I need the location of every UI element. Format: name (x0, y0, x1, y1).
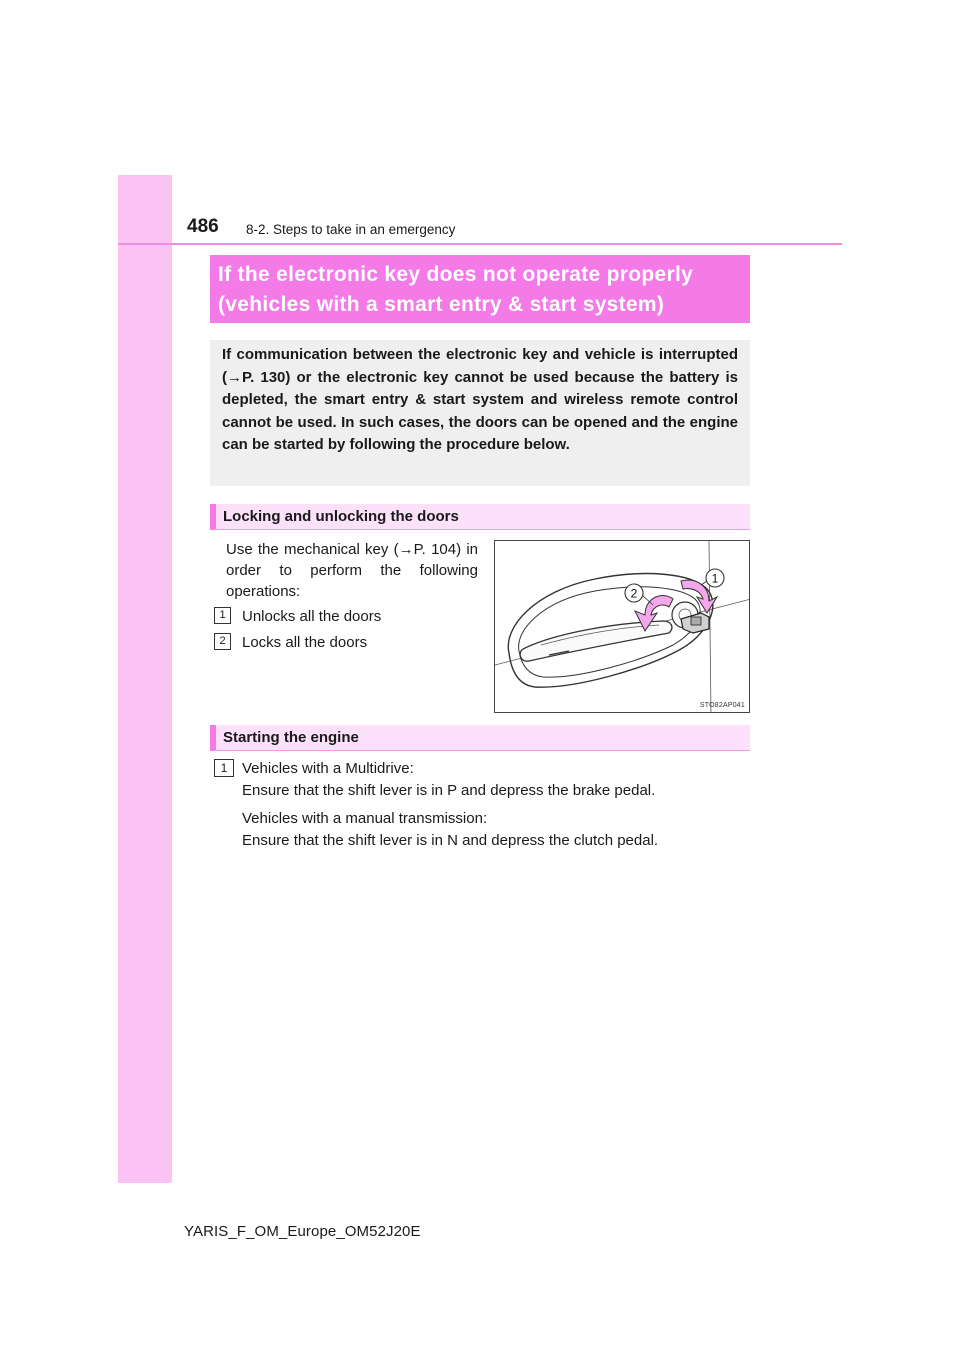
intro-box (210, 340, 750, 486)
list-item-label: Locks all the doors (242, 634, 368, 651)
title-bar (210, 255, 750, 323)
chapter-side-band (118, 175, 172, 1183)
step-line-multidrive-instruction: Ensure that the shift lever is in P and depress the brake pedal. (242, 782, 656, 799)
title-line-1: If the electronic key does not operate properly (218, 263, 694, 286)
step-line-multidrive: Vehicles with a Multidrive: (242, 760, 414, 777)
title-line-2: (vehicles with a smart entry & start system) (218, 293, 665, 316)
door-handle-illustration (494, 540, 750, 713)
callout-2-label: 2 (630, 586, 638, 601)
page-number: 486 (187, 216, 219, 237)
callout-1-leader (701, 581, 707, 585)
step-line-manual-instruction: Ensure that the shift lever is in N and depress the clutch pedal. (242, 832, 659, 849)
starting-heading (210, 725, 750, 751)
step-badge-1: 1 (214, 759, 234, 777)
header-divider (118, 243, 842, 245)
locking-heading-text: Locking and unlocking the doors (223, 508, 459, 525)
footer-doc-code: YARIS_F_OM_Europe_OM52J20E (184, 1223, 421, 1240)
callout-1-label: 1 (711, 571, 719, 586)
locking-paragraph: Use the mechanical key (→P. 104) in order to perform the following operations: (226, 541, 478, 600)
list-item-label: Unlocks all the doors (242, 608, 382, 625)
locking-heading (210, 504, 750, 530)
intro-text: If communication between the electronic key and vehicle is interrupted (→P. 130) or the electronic key cannot be used because the battery is depleted, the smart entry & start system and wireless remote control cannot be used. In such cases, the doors can be opened and the engine can be started by following the procedure below. (222, 346, 738, 454)
illustration-code: STO82AP041 (699, 702, 745, 709)
starting-heading-text: Starting the engine (223, 729, 359, 746)
section-header: 8-2. Steps to take in an emergency (246, 222, 456, 237)
number-badge-1: 1 (214, 607, 231, 624)
door-handle-drawing (495, 541, 750, 713)
number-badge-2: 2 (214, 633, 231, 650)
key-grip (691, 617, 701, 625)
step-line-manual: Vehicles with a manual transmission: (242, 810, 488, 827)
